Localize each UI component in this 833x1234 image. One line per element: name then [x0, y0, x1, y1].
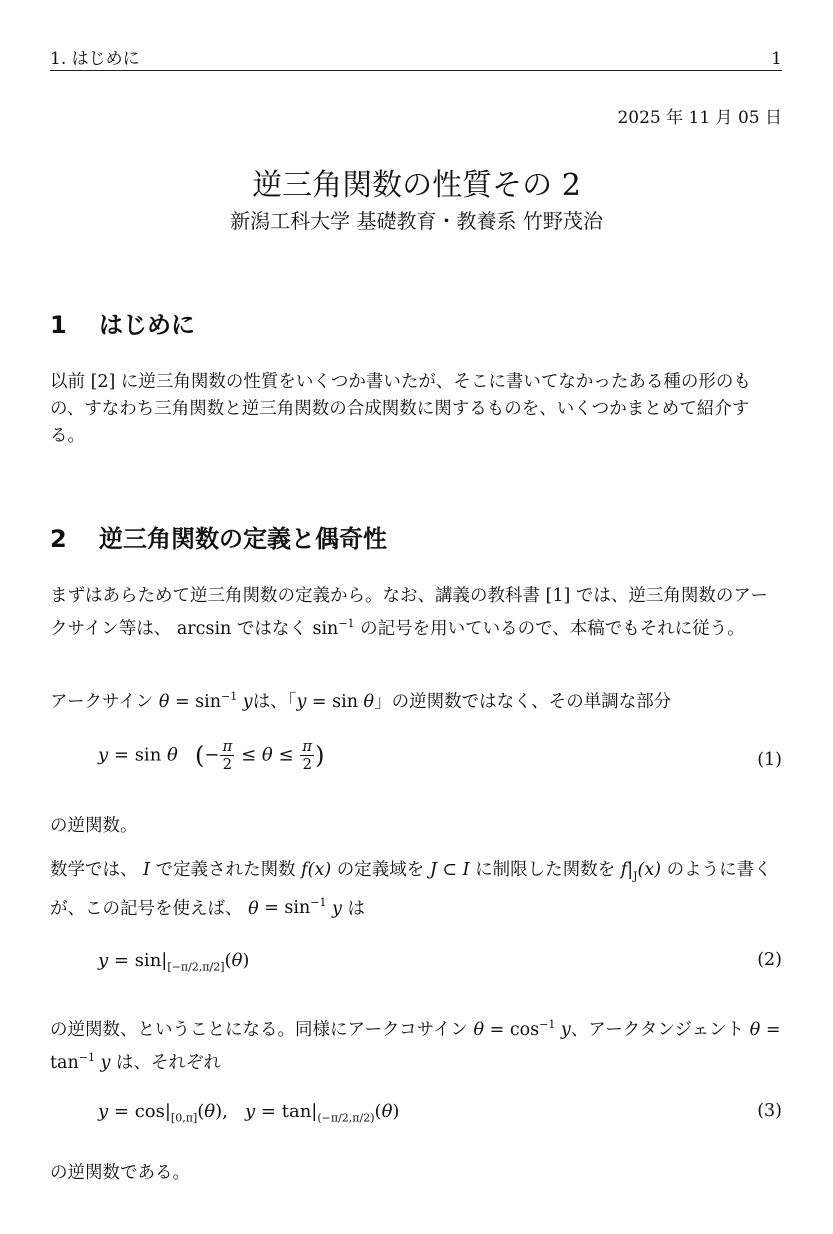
p2-text-b: は、「	[252, 691, 297, 712]
math-theta-eq-arctan: $\theta = \tan^{-1} y$	[50, 1019, 781, 1073]
p4-text-d: に制限した関数を	[475, 860, 616, 880]
document-title: 逆三角関数の性質その 2	[252, 168, 581, 203]
p5-text-c: は、それぞれ	[116, 1052, 221, 1073]
intro-paragraph: 以前 [2] に逆三角関数の性質をいくつか書いたが、そこに書いてなかったある種の形のもの、すなわち三角関数と逆三角関数の合成関数に関するものを、いくつかまとめて紹介する。	[50, 372, 751, 446]
p4-text-b: で定義された関数	[155, 860, 296, 880]
equation-1-number: (1)	[757, 750, 782, 770]
p4-text-a: 数学では、	[50, 860, 138, 880]
document-date: 2025 年 11 月 05 日	[617, 108, 782, 128]
header-section-title: 1. はじめに	[50, 49, 140, 69]
equation-3-number: (3)	[757, 1101, 782, 1121]
running-header	[50, 48, 782, 71]
section-1-heading	[50, 305, 195, 340]
p4-text-f: は	[347, 898, 366, 919]
p2-text-a: アークサイン	[50, 691, 154, 712]
equation-3: $y = \cos|_{[0,\pi]}(\theta)$, $y = \tan|_{(-\pi/2,\pi/2)}(\theta)$	[98, 1101, 400, 1125]
p5-text-b: 、アークタンジェント	[570, 1019, 745, 1040]
math-arcsin: arcsin	[176, 618, 232, 639]
p1-text-b: ではなく	[236, 618, 307, 639]
paragraph-restriction	[50, 857, 783, 922]
section-2-number: 2	[50, 525, 67, 553]
paragraph-inverse-1: の逆関数。	[50, 816, 138, 836]
paragraph-inverse-3: の逆関数である。	[50, 1163, 190, 1183]
equation-1: y = sin θ (− $\frac{\pi}{2}$ ≤ θ ≤ $\frac{\pi}{2}$ )	[98, 737, 325, 773]
section-2-title: 逆三角関数の定義と偶奇性	[99, 525, 387, 553]
p5-text-a: の逆関数、ということになる。同様にアークコサイン	[50, 1019, 468, 1040]
p1-text-a: まずはあらためて逆三角関数の定義から。なお、講義の教科書 [1] では、逆三角関数のアークサイン等は、	[50, 586, 768, 639]
p2-text-c: 」の逆関数ではなく、その単調な部分	[374, 691, 672, 712]
math-sin-inverse: $\sin^{-1}$	[312, 617, 355, 639]
math-theta-eq-arcsin: $\theta = \sin^{-1} y$	[158, 690, 253, 712]
section-1-number: 1	[50, 311, 67, 339]
page-number: 1	[771, 49, 782, 69]
equation-2: $y = \sin|_{[-\pi/2,\pi/2]}(\theta)$	[98, 950, 250, 974]
document-author: 新潟工科大学 基礎教育・教養系 竹野茂治	[230, 209, 603, 233]
paragraph-definition-intro	[50, 583, 783, 643]
math-theta-eq-arccos: $\theta = \cos^{-1} y$	[473, 1018, 571, 1040]
math-y-eq-sin: y = sin θ	[296, 691, 375, 712]
equation-2-number: (2)	[757, 950, 782, 970]
section-1-title: はじめに	[99, 311, 195, 339]
math-f-restricted: $f|_J(x)$	[620, 860, 662, 883]
math-f-of-x: f(x)	[301, 860, 332, 880]
math-J-subset-I: J ⊂ I	[429, 860, 470, 880]
paragraph-arcsine	[50, 683, 783, 716]
p4-text-e: のように書くが、この記号を使えば、	[50, 860, 772, 919]
math-theta-eq-arcsin-2: $\theta = \sin^{-1} y$	[248, 896, 342, 919]
section-2-heading	[50, 519, 387, 554]
p1-text-c: の記号を用いているので、本稿でもそれに従う。	[360, 618, 745, 639]
p4-text-c: の定義域を	[336, 860, 425, 880]
math-I: I	[143, 860, 150, 880]
paragraph-arccos-arctan	[50, 1011, 783, 1077]
